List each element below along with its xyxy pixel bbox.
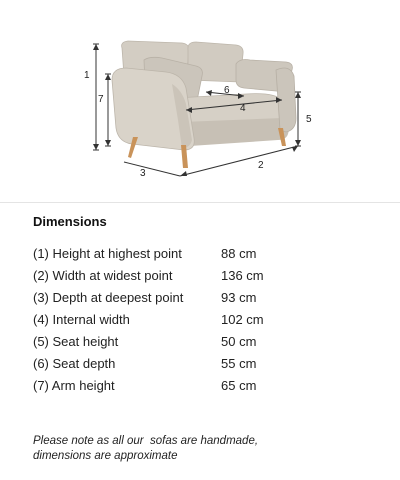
sofa-dimension-diagram xyxy=(0,0,400,200)
dimension-label: (3) Depth at deepest point xyxy=(33,289,184,305)
dimension-value: 93 cm xyxy=(221,289,257,305)
note-line: dimensions are approximate xyxy=(33,450,178,462)
dimension-label: (6) Seat depth xyxy=(33,355,116,371)
dimension-value: 65 cm xyxy=(221,377,257,393)
dimension-row-arm-height xyxy=(33,374,333,396)
dimension-row-width xyxy=(33,264,333,286)
dimension-label: (5) Seat height xyxy=(33,333,119,349)
dimension-value: 136 cm xyxy=(221,267,264,283)
section-divider xyxy=(0,202,400,203)
note-line: Please note as all our sofas are handmade, xyxy=(33,435,259,447)
dimension-value: 88 cm xyxy=(221,245,257,261)
dimensions-heading: Dimensions xyxy=(33,214,107,229)
dimension-row-seat-height xyxy=(33,330,333,352)
dimensions-list xyxy=(33,242,333,396)
sofa-base xyxy=(182,118,290,146)
dimension-marker-3: 3 xyxy=(140,168,146,179)
dimension-value: 50 cm xyxy=(221,333,257,349)
dimension-row-seat-depth xyxy=(33,352,333,374)
dimension-label: (7) Arm height xyxy=(33,377,115,393)
dimension-value: 102 cm xyxy=(221,311,264,327)
dimension-marker-5: 5 xyxy=(306,114,312,125)
dimension-line-width xyxy=(180,146,298,176)
dimension-marker-1: 1 xyxy=(84,70,90,81)
handmade-note xyxy=(33,434,333,464)
sofa-illustration xyxy=(0,0,400,200)
dimension-marker-7: 7 xyxy=(98,94,104,105)
dimension-value: 55 cm xyxy=(221,355,257,371)
dimension-label: (2) Width at widest point xyxy=(33,267,173,283)
dimension-marker-6: 6 xyxy=(224,85,230,96)
dimension-row-depth xyxy=(33,286,333,308)
dimension-marker-2: 2 xyxy=(258,160,264,171)
dimension-marker-4: 4 xyxy=(240,103,246,114)
dimension-label: (4) Internal width xyxy=(33,311,130,327)
dimension-line-depth xyxy=(124,162,180,176)
dimension-label: (1) Height at highest point xyxy=(33,245,182,261)
dimension-row-internal-width xyxy=(33,308,333,330)
dimension-row-height xyxy=(33,242,333,264)
